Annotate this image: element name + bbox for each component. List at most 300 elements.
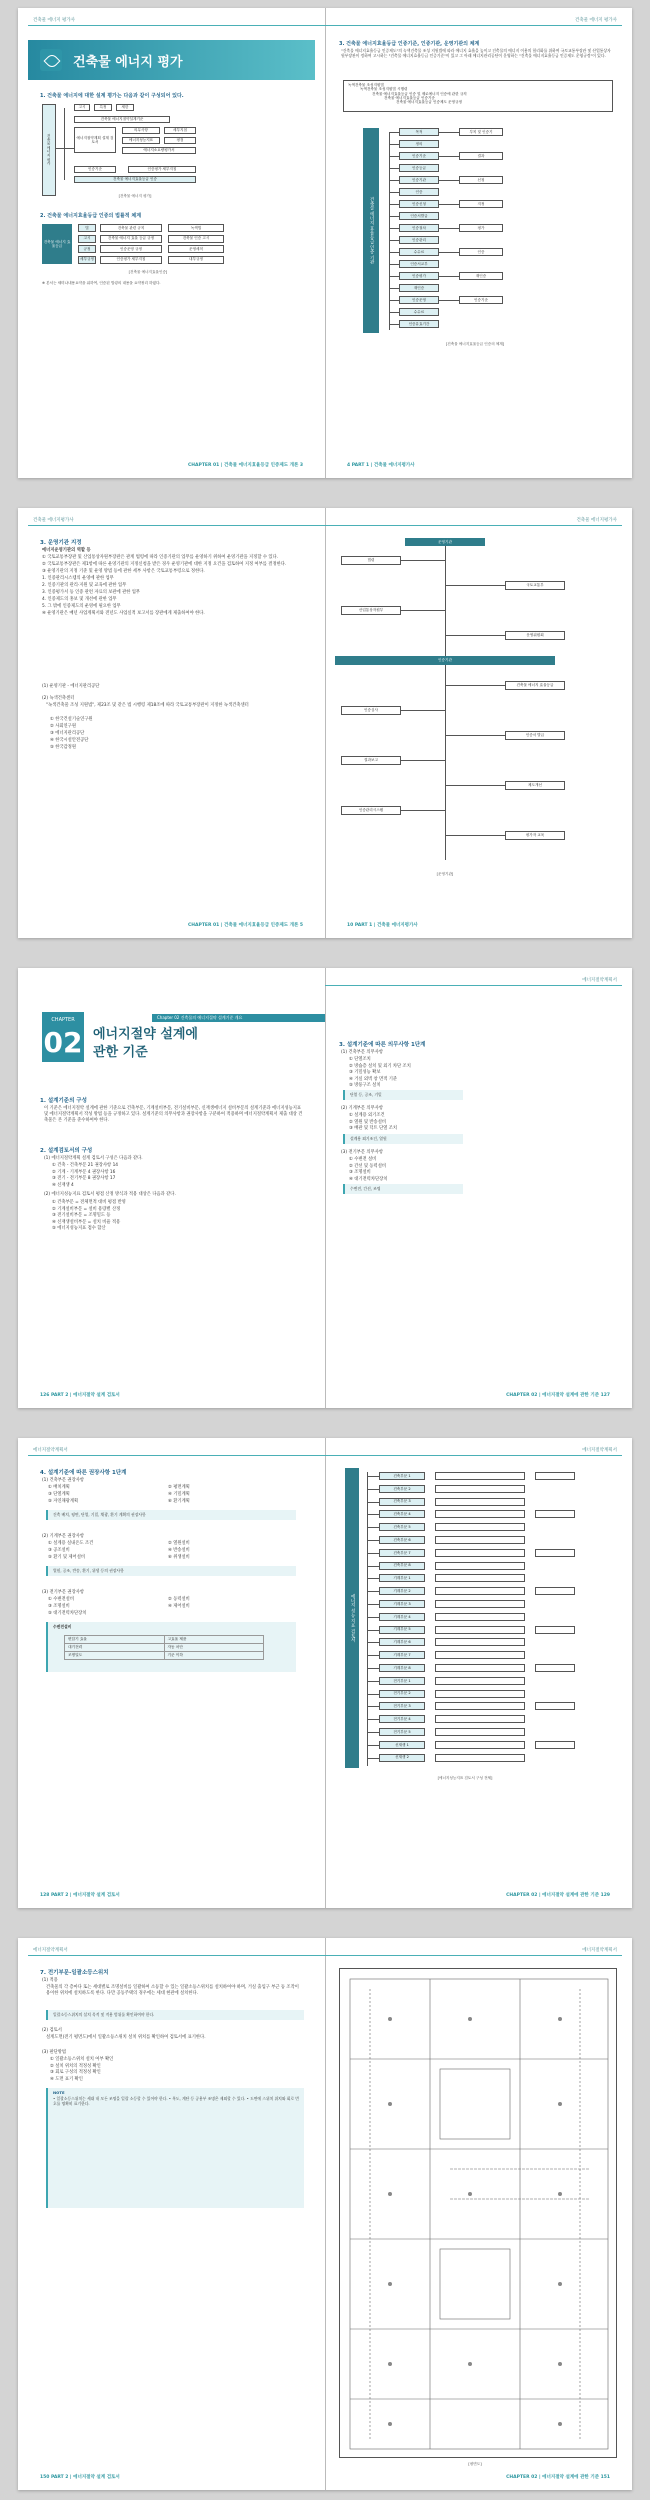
table-cell: 기준 이하 [164,1652,264,1660]
body-text: "건축물 에너지효율등급 인증제도"의 녹색건축물 조성 지원법에 따라 에너지 효율을 높이고 건축물의 에너지 이용의 합리화를 위하여 국토교통부장관 및 산업통상자원부장관이 정하여 고시하는 "건축물 에너지효율등급 인증기준"이 있고 그 아래 에너지관리공단이 운영하는 "건축물 에너지효율등급 인증제도 운영규정"이 있다. [341,48,611,59]
diagram-node: 에너지성능지표 [122,137,160,144]
indicator-detail-node [435,1690,525,1698]
list-item: ③ 에너지관리공단 [50,731,85,736]
list-item: ② 사회연구원 [50,724,76,729]
body-text: (1) 에너지절약계획 설계 검토서 구성은 다음과 같다. [44,1156,143,1161]
indicator-score-node [535,1626,575,1634]
indicator-score-node [535,1702,575,1710]
diagram-node: 인증기준 [74,166,116,173]
list-item: ③ 조명설비 [349,1170,371,1175]
structure-node: 인증평가 [399,272,439,280]
structure-node: 인증서교부 [399,260,439,268]
indicator-node: 기계부문 2 [379,1587,425,1595]
diagram-node: 의무사항 [122,127,160,134]
connector [367,1642,379,1643]
list-item: ① 건축 - 건축부문 21 권장사항 14 [52,1163,119,1168]
structure-node: 재인증 [399,284,439,292]
connector [389,252,399,253]
chapter-bar: Chapter 02 건축물의 에너지절약 설계기준 개요 [152,1014,325,1022]
indicator-node: 신재생 1 [379,1741,425,1749]
indicator-score-node [535,1472,575,1480]
connector [389,180,399,181]
note-box: 일괄소등스위치의 설치 목적 및 적용 범위를 확인하여야 한다. [46,2010,304,2020]
note-title: 수변전설비 [53,1624,72,1629]
caption: [건축물 에너지 평가] [118,194,152,198]
list-item: ③ 배관 및 덕트 단열 조치 [349,1126,398,1131]
indicator-score-node [535,1510,575,1518]
structure-node: 인증등급 [399,164,439,172]
list-item: ② 기계 - 기계부문 4 권장사항 16 [52,1169,116,1175]
org-node: 건축물 에너지 효율등급 [505,681,565,690]
list-item: ④ 대기전력차단장치 [349,1176,388,1182]
table-cell: 조명밀도 [65,1652,165,1660]
chapter-number [42,1012,84,1062]
section-title: 2. 설계검토서의 구성 [40,1148,93,1154]
notes-text: • 일괄소등스위치는 세대 내 모든 조명을 일괄 소등할 수 있어야 한다. • 복도, 계단 등 공용부 조명은 제외할 수 있다. • 도면에 스위치 위치와 회로 번호를 명확히 표기한다. [53,2095,299,2106]
indicator-detail-node [435,1651,525,1659]
indicator-node: 건축부문 1 [379,1472,425,1480]
indicator-detail-node [435,1626,525,1634]
page-left-2 [18,508,325,938]
page-title: 건축물 에너지 평가 [73,55,183,70]
indicator-node: 전기부문 3 [379,1702,425,1710]
sub-title: (1) 건축부문 의무사항 [341,1050,384,1055]
footer-text: CHAPTER 02 | 에너지절약 설계에 관한 기준 127 [506,1393,610,1398]
connector [367,1604,379,1605]
connector [367,1578,379,1579]
paragraph: 2. 인증기관의 관리·지원 및 교육에 관한 업무 [42,583,127,588]
list-item: ⑤ 에너지성능지표 점수 합산 [52,1226,106,1231]
page-right-5 [325,1938,632,2490]
connector [445,835,505,836]
connector [439,252,459,253]
org-node: 인증관리시스템 [341,806,401,815]
sub-title: (3) 판단방법 [42,2050,67,2055]
indicator-detail-node [435,1523,525,1531]
spread-1 [18,8,632,478]
list-item: ① 설계용 외기조건 [349,1113,385,1118]
connector [367,1694,379,1695]
law-item: 건축물 에너지효율등급 인증제도 운영규정 [396,100,462,105]
list-item: ③ 단열계획 [48,1492,70,1497]
list-item: ④ 도면 표기 확인 [50,2076,83,2082]
indicator-node: 건축부문 4 [379,1510,425,1518]
table-cell: 자동 차단 [164,1644,264,1652]
list-item: ② 기계설비부문 = 설비 용량별 산정 [52,1206,121,1212]
section-1-title: 1. 건축물 에너지에 대한 설계 평가는 다음과 같이 구성되어 있다. [40,93,184,99]
indicator-node: 전기부문 2 [379,1690,425,1698]
connector [367,1527,379,1528]
section-title: 3. 설계기준에 따른 의무사항 1단계 [339,1042,426,1048]
indicator-node: 건축부문 5 [379,1523,425,1531]
list-item: ① 한국건설기술연구원 [50,717,93,722]
connector [367,1476,379,1477]
structure-node: 인증신청 [399,200,439,208]
floor-plan-svg [340,1969,618,2459]
spread-5 [18,1938,632,2490]
table-cell: 변압기 효율 [65,1636,165,1644]
vertical-label: 에너지 성능 지표 검토서 [345,1468,359,1768]
connector [367,1745,379,1746]
connector [445,785,505,786]
law-item: 녹색건축물 조성지원법 시행령 [360,87,408,92]
connector [445,585,505,586]
note-text: ※ 본서는 세미나내용요약을 위하여, 인증된 법령의 내용을 요약정리 하였다. [42,281,161,285]
paragraph: ② 국토교통부장관은 제1항에 따른 운영기관의 지정신청을 받은 경우 운영기관에 대한 지정 요건을 검토하여 지정 여부를 결정한다. [42,562,287,567]
footer-text: CHAPTER 01 | 건축물 에너지효율등급 인증제도 개론 5 [187,923,303,928]
notes-title: NOTE [53,2090,65,2095]
list-item: ⑤ 환기 및 제어설비 [48,1555,86,1560]
paragraph: 1. 인증관리시스템의 운영에 관한 업무 [42,576,114,581]
body-text: 이 기준은 에너지절약 설계에 관한 기준으로 건축부문, 기계설비부문, 전기설비부문, 신재생에너지 설비부문의 설계기준과 에너지성능지표 및 에너지절약계획서 작성 방법 등을 규정하고 있다. 설계기준의 의무사항과 권장사항을 구분하여 적용하며 에너지절약계획서 제출 대상 건축물은 본 기준을 준수하여야 한다. [44,1106,303,1124]
section-3-title: 3. 건축물 에너지효율등급 인증기준, 인증기관, 운영기관의 체계 [339,41,480,47]
connector [389,156,399,157]
indicator-detail-node [435,1715,525,1723]
list-item: ① 일괄소등스위치 설치 여부 확인 [50,2057,114,2062]
footer-text: CHAPTER 01 | 건축물 에너지효율등급 인증제도 개론 3 [187,463,303,468]
connector [367,1617,379,1618]
connector [367,1502,379,1503]
connector [389,228,399,229]
connector [439,156,459,157]
org-node: 인증기관 [335,656,555,665]
connector [389,192,399,193]
diagram-node: 에너지절약계획 설계 검토서 [74,127,116,153]
body-text: 건축물의 각 층마다 또는 세대별로 조명설비를 일괄하여 소등할 수 있는 일괄소등스위치를 설치하여야 하며, 거실 출입구 부근 등 조작이 용이한 위치에 설치하도록 한다. 다만 공동주택의 경우에는 세대 현관에 설치한다. [46,1985,299,1997]
list-item: ① 배치계획 [48,1485,70,1490]
structure-node: 수수료 [399,248,439,256]
footer-text: 128 PART 2 | 에너지절약 설계 검토서 [40,1893,120,1898]
paragraph: ③ 운영기관의 지정 기준 및 운영 방법 등에 관한 세부 사항은 국토교통부령으로 정한다. [42,569,205,574]
connector [389,168,399,169]
structure-node: 인증운영 [399,296,439,304]
list-item: ① 수변전 설비 [349,1157,377,1162]
list-item: ③ 기밀성능 확보 [349,1070,381,1075]
spread-2 [18,508,632,938]
spread-4 [18,1438,632,1908]
caption: [건축물 에너지효율인증] [128,270,168,274]
connector [439,276,459,277]
intro-text: 에너지운영기관의 역할 등 [42,548,91,553]
chapter-title-line: 에너지절약 설계에 [93,1027,198,1042]
legal-doc-node: 운영세칙 [168,245,224,253]
list-item: ① 수변전설비 [48,1597,74,1602]
connector [445,685,505,686]
note-table [64,1635,264,1660]
paragraph: 4. 인증제도의 홍보 및 개선에 관한 업무 [42,597,117,602]
list-item: ② 간선 및 동력설비 [349,1163,387,1169]
sub-title: (3) 전기부문 의무사항 [341,1150,384,1155]
connector [439,204,459,205]
indicator-node: 건축부문 7 [379,1549,425,1557]
header-text: 건축물 에너지 평가사 [33,18,75,23]
indicator-detail-node [435,1587,525,1595]
connector [367,1758,379,1759]
org-node: 평가자 교육 [505,831,565,840]
indicator-node: 전기부문 4 [379,1715,425,1723]
connector [389,276,399,277]
structure-node: 수수료 [399,308,439,316]
indicator-node: 기계부문 6 [379,1638,425,1646]
header-text: 에너지절약계획서 [582,1948,617,1953]
org-top-node: 운영기관 [405,538,485,546]
connector [389,240,399,241]
org-node: 인증서 발급 [505,731,565,740]
header-text: 건축물 에너지 평가사 [575,18,617,23]
page-left-4 [18,1438,325,1908]
diagram-node: 건축물 에너지효율등급 인증 [74,176,196,183]
list-item: ④ 신재생설비부문 = 설치 비율 적용 [52,1219,121,1225]
vertical-label: 건축물 에너지 효율등급 인증 기관 [363,128,379,333]
connector [445,635,505,636]
indicator-detail-node [435,1549,525,1557]
footer-text: 150 PART 2 | 에너지절약 설계 검토서 [40,2475,120,2480]
body-text: (2) 에너지성능지표 검토서 평점 산정 방식과 적용 대상은 다음과 같다. [44,1192,176,1197]
table-cell: 고효율 제품 [164,1636,264,1644]
connector [367,1732,379,1733]
diagram-vertical-label: 건축물 에너지 평가 [42,104,56,196]
structure-side-node: 지정 [459,200,503,208]
connector [389,300,399,301]
structure-node: 정의 [399,140,439,148]
connector [367,1706,379,1707]
floor-plan-drawing [339,1968,617,2458]
list-item: ⑥ 위생설비 [168,1555,190,1560]
indicator-detail-node [435,1677,525,1685]
list-item: ④ 한국시설안전공단 [50,738,89,743]
structure-node: 인증서발급 [399,212,439,220]
list-title: (2) 녹색건축센터 [42,696,75,701]
list-title: (1) 운영기관 - 에너지관리공단 [42,684,100,689]
diagram-node: 건축물 에너지 효율등급 [42,224,72,264]
caption: [건축물 에너지효율등급 인증의 체계] [445,342,505,346]
header-text: 건축물 에너지평가사 [576,518,617,523]
footer-text: 4 PART 1 | 건축물 에너지평가사 [347,463,415,468]
indicator-detail-node [435,1498,525,1506]
paragraph: ① 국토교통부장관 및 산업통상자원부장관은 관계 법령에 따라 인증기관의 업무를 운영하기 위하여 운영기관을 지정할 수 있다. [42,555,279,560]
indicator-detail-node [435,1574,525,1582]
list-item: ④ 신재생 4 [52,1182,74,1188]
footer-text: CHAPTER 02 | 에너지절약 설계에 관한 기준 129 [506,1893,610,1898]
list-item: ③ 공조설비 [48,1548,70,1553]
header-text: 에너지절약계획서 [582,1448,617,1453]
indicator-node: 기계부문 4 [379,1613,425,1621]
diagram-node: 세부지침 [164,127,196,134]
section-title: 1. 설계기준의 구성 [40,1098,87,1104]
org-node: 법령 [341,556,401,565]
structure-side-node: 재인증 [459,272,503,280]
paragraph: 5. 그 밖에 인증제도의 운영에 필요한 업무 [42,604,121,609]
connector [389,264,399,265]
structure-side-node: 인증기준 [459,296,503,304]
indicator-node: 기계부문 7 [379,1651,425,1659]
list-item: ⑤ 방풍구조 설치 [349,1083,381,1088]
diagram-node: 평점 [164,137,196,144]
connector [367,1489,379,1490]
diagram-node: 에너지소요량평가서 [122,147,196,154]
page-right-1 [325,8,632,478]
title-banner [28,40,315,80]
list-item: ② 동력설비 [168,1597,190,1602]
page-right-3 [325,968,632,1408]
indicator-score-node [535,1664,575,1672]
legal-doc-node: 건축물 에너지 효율 등급 규정 [100,235,162,243]
sub-title: (1) 건축부문 권장사항 [42,1478,85,1483]
indicator-score-node [535,1549,575,1557]
connector [389,204,399,205]
connector [439,228,459,229]
indicator-score-node [535,1741,575,1749]
page-left-1 [18,8,325,478]
indicator-node: 신재생 2 [379,1754,425,1762]
indicator-detail-node [435,1600,525,1608]
body-text: "녹색건축물 조성 지원법", 제23조 및 같은 법 시행령 제18조에 따라 국토교통부장관이 지정한 녹색건축센터 [46,703,249,708]
caption: [평면도] [468,2462,482,2466]
page-left-3 [18,968,325,1408]
paragraph: 3. 인증평가서 등 인증 관련 자료의 보관에 관한 업무 [42,590,141,595]
body-text: 설계도면(전기 평면도)에서 일괄소등스위치 설치 위치를 확인하여 검토서에 표기한다. [46,2035,206,2040]
connector [439,132,459,133]
structure-node: 인증기관 [399,176,439,184]
structure-node: 인증 [399,188,439,196]
house-leaf-icon [40,49,62,71]
org-node: 산업통상자원부 [341,606,401,615]
list-item: ④ 거실 외벽 창 면적 기준 [349,1076,398,1082]
connector [439,180,459,181]
connector [389,288,399,289]
list-item: ⑥ 환기계획 [168,1499,190,1504]
page-right-2 [325,508,632,938]
indicator-node: 기계부문 8 [379,1664,425,1672]
law-item: 건축물 에너지효율등급 인증 및 제로에너지 인증에 관한 규칙 [372,91,467,96]
connector [389,144,399,145]
page-right-4 [325,1438,632,1908]
structure-node: 인증기준 [399,152,439,160]
paragraph: ④ 운영기관은 매년 사업계획서와 전년도 사업실적 보고서를 장관에게 제출하여야 한다. [42,611,205,616]
indicator-detail-node [435,1613,525,1621]
connector [389,216,399,217]
chapter-num: 02 [43,1026,83,1059]
section-title: 3. 운영기관 지정 [40,540,82,546]
connector [367,1655,379,1656]
list-item: ④ 반송설비 [168,1548,190,1553]
org-node: 결과보고 [341,756,401,765]
indicator-node: 건축부문 3 [379,1498,425,1506]
structure-node: 인증절차 [399,224,439,232]
connector [367,1553,379,1554]
list-item: ① 건축부문 = 전체면적 대비 평점 반영 [52,1200,126,1205]
sub-title: (2) 기계부문 의무사항 [341,1106,384,1111]
note-box: 열원, 공조, 반송, 환기, 위생 등의 권장사항 [46,1566,296,1576]
page-left-5 [18,1938,325,2490]
section-title: 7. 전기부문-일괄소등스위치 [40,1970,109,1976]
law-item: 녹색건축물 조성지원법 [348,83,384,87]
indicator-score-node [535,1587,575,1595]
list-item: ② 설치 위치의 적정성 확인 [50,2063,101,2069]
indicator-detail-node [435,1472,525,1480]
sub-title: (1) 적용 [42,1978,58,1983]
connector [367,1681,379,1682]
indicator-node: 건축부문 2 [379,1485,425,1493]
section-2-title: 2. 건축물 에너지효율등급 인증의 법률적 체계 [40,213,142,219]
indicator-detail-node [435,1741,525,1749]
indicator-detail-node [435,1702,525,1710]
table-row [65,1636,264,1644]
list-item: ① 설계용 실내온도 조건 [48,1541,94,1546]
sub-title: (2) 검토서 [42,2028,62,2033]
list-item: ④ 기밀계획 [168,1492,190,1497]
indicator-node: 전기부문 1 [379,1677,425,1685]
diagram-node: 건축물 에너지절약설계기준 [74,116,170,123]
list-item: ③ 조명설비 [48,1604,70,1609]
list-item: ⑤ 자연채광계획 [48,1499,79,1504]
connector [367,1566,379,1567]
indicator-node: 기계부문 5 [379,1626,425,1634]
table-row [65,1652,264,1660]
indicator-detail-node [435,1485,525,1493]
law-hierarchy [343,80,613,112]
list-item: ② 방습층 설치 및 외기 차단 조치 [349,1063,411,1069]
table-cell: 대기전력 [65,1644,165,1652]
structure-side-node: 평가 [459,224,503,232]
legal-doc-node: 건축물 관련 규칙 [100,224,162,232]
indicator-node: 기계부문 1 [379,1574,425,1582]
diagram-node: 특정 [94,104,112,111]
list-item: ② 평면계획 [168,1485,190,1490]
notes-box [46,2088,304,2208]
structure-side-node: 결과 [459,152,503,160]
sub-title: (3) 전기부문 권장사항 [42,1590,85,1595]
connector [367,1668,379,1669]
chapter-title-line: 관한 기준 [93,1045,148,1060]
connector [389,312,399,313]
footer-text: 10 PART 1 | 건축물 에너지평가사 [347,923,418,928]
header-text: 에너지절약계획서 [582,978,617,983]
legal-level-node: 법 [78,224,96,232]
header-text: 건축물 에너지평가사 [33,518,74,523]
list-item: ② 열원 및 반송설비 [349,1119,387,1125]
law-item: 건축물 에너지효율등급 인증기준 [384,95,435,100]
indicator-detail-node [435,1728,525,1736]
connector [367,1630,379,1631]
list-item: ⑤ 한국감정원 [50,745,76,750]
note-box: 건축 배치, 평면, 단열, 기밀, 채광, 환기 계획의 권장사항 [46,1510,296,1520]
list-item: ② 열원설비 [168,1541,190,1546]
indicator-detail-node [435,1638,525,1646]
connector [439,300,459,301]
legal-level-node: 규정 [78,245,96,253]
legal-level-node: 고시 [78,235,96,243]
diagram-node: 고시 [74,104,90,111]
diagram-node: 인증평가 세부지침 [128,166,196,173]
indicator-detail-node [435,1754,525,1762]
indicator-detail-node [435,1536,525,1544]
connector [445,735,505,736]
list-item: ③ 전기 - 전기부문 8 권장사항 17 [52,1176,116,1181]
indicator-detail-node [435,1664,525,1672]
sub-title: (2) 기계부문 권장사항 [42,1534,85,1539]
connector [389,324,399,325]
connector [367,1591,379,1592]
header-text: 에너지절약계획서 [33,1948,68,1953]
legal-doc-node: 인증평가 세부지침 [100,256,162,264]
legal-doc-node: 건축물 인증 고시 [168,235,224,243]
structure-node: 인증관리 [399,236,439,244]
indicator-node: 기계부문 3 [379,1600,425,1608]
caption: [에너지성능지표 검토서 구성 전체] [437,1776,493,1780]
indicator-detail-node [435,1510,525,1518]
legal-doc-node: 녹색법 [168,224,224,232]
